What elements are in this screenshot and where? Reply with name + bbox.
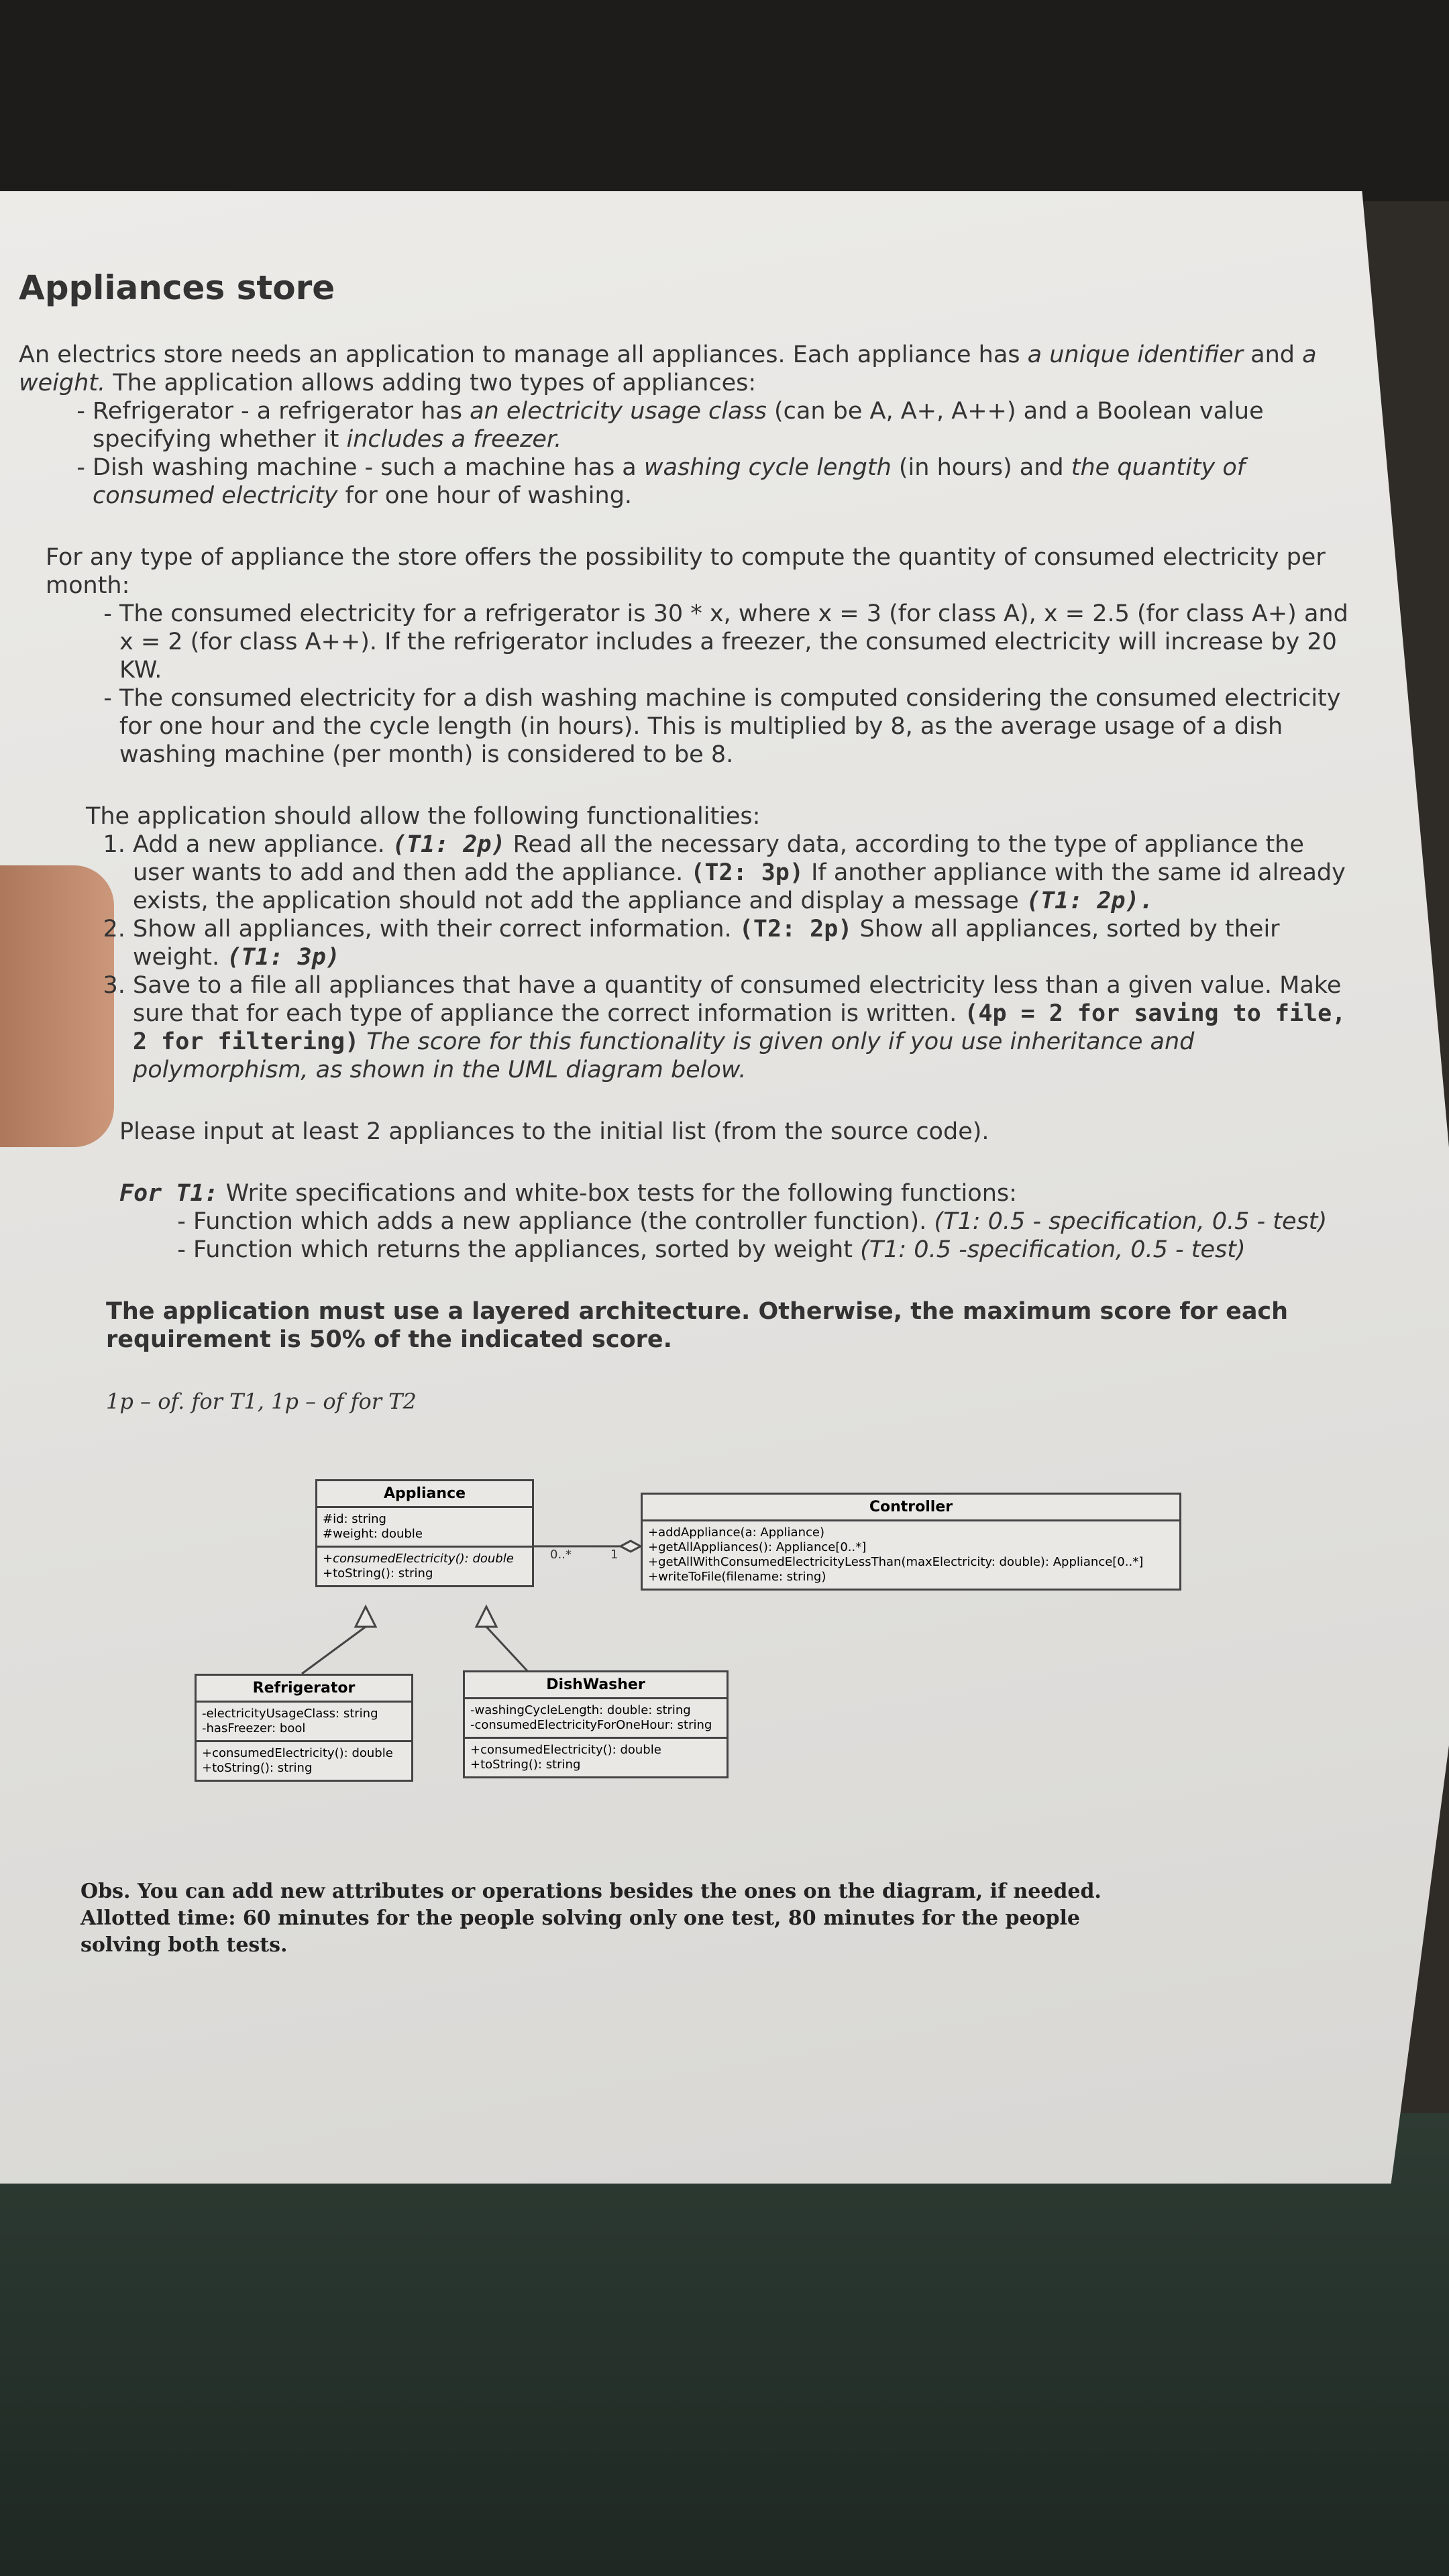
text: a unique identifier xyxy=(1027,341,1244,368)
text: (can be A, A+, A++) and a Boolean value specifying whether it xyxy=(93,398,1264,453)
score-badge: (T1: 2p). xyxy=(1026,888,1154,914)
obs-note: Obs. You can add new attributes or operations besides the ones on the diagram, if needed. xyxy=(80,1880,1102,1903)
multiplicity-one: 1 xyxy=(610,1548,619,1562)
class-name: DishWasher xyxy=(465,1672,727,1699)
uml-class-controller xyxy=(641,1493,1181,1591)
text: Function which adds a new appliance (the controller function). xyxy=(193,1208,934,1235)
background-top xyxy=(0,0,1449,201)
list-item xyxy=(93,397,1360,453)
intro-section xyxy=(19,341,1360,510)
score-badge: (T2: 2p) xyxy=(739,916,853,943)
functionalities-section xyxy=(19,802,1360,1084)
text: Save to a file all appliances that have a quantity of consumed electricity less than a given value. Make sure that for each type of appliance the correct information is written. xyxy=(133,972,1342,1027)
layered-section xyxy=(19,1297,1347,1354)
text: a weight. xyxy=(19,341,1317,396)
text: (in hours) and xyxy=(891,454,1071,481)
text: the quantity of consumed electricity xyxy=(93,454,1246,509)
multiplicity-many: 0..* xyxy=(550,1548,572,1562)
appliance-types-list xyxy=(19,397,1360,510)
text: an electricity usage class xyxy=(470,398,767,425)
uml-class-appliance xyxy=(315,1479,534,1587)
score-note-section xyxy=(19,1387,1360,1415)
t1-list xyxy=(119,1208,1360,1264)
compute-paragraph: For any type of appliance the store offers the possibility to compute the quantity of consumed electricity per month: xyxy=(46,544,1326,599)
class-operations xyxy=(465,1739,727,1776)
input-note: Please input at least 2 appliances to the initial list (from the source code). xyxy=(119,1118,989,1145)
text: for one hour of washing. xyxy=(337,482,633,509)
text: The score for this functionality is given only if you use inheritance and polymorphism, as shown in the UML diagram below. xyxy=(133,1028,1195,1083)
operation: +writeToFile(filename: string) xyxy=(648,1570,826,1584)
text: and xyxy=(1243,341,1303,368)
text: includes a freezer. xyxy=(346,426,562,453)
t1-section xyxy=(19,1179,1360,1264)
text: Show all appliances, with their correct information. xyxy=(133,916,739,943)
text: Show all appliances, sorted by their weight. xyxy=(133,916,1280,971)
score-badge: (T1: 0.5 - specification, 0.5 - test) xyxy=(934,1208,1328,1235)
class-operations xyxy=(643,1521,1179,1589)
text: An electrics store needs an application to manage all appliances. Each appliance has xyxy=(19,341,1028,368)
list-item xyxy=(133,830,1360,915)
operation: +consumedElectricity(): double xyxy=(323,1552,514,1566)
page-title: Appliances store xyxy=(19,268,335,307)
text: Write specifications and white-box tests for the following functions: xyxy=(218,1180,1017,1207)
list-item xyxy=(93,453,1360,510)
operation: +consumedElectricity(): double xyxy=(202,1746,393,1760)
list-item: - The consumed electricity for a refrigerator is 30 * x, where x = 3 (for class A), x = 2.5 (for class A+) and x = 2 (for class A++). If the refrigerator includes a freezer, the consumed electricity will increase by 20 KW. xyxy=(119,600,1360,684)
operation: +getAllWithConsumedElectricityLessThan(maxElectricity: double): Appliance[0..*] xyxy=(648,1555,1144,1569)
list-item: - The consumed electricity for a dish washing machine is computed considering the consumed electricity for one hour and the cycle length (in hours). This is multiplied by 8, as the average usage of a dish washing machine (per month) is considered to be 8. xyxy=(119,684,1360,769)
attribute: -washingCycleLength: double: string xyxy=(470,1703,691,1717)
list-item xyxy=(133,915,1360,971)
attribute: -hasFreezer: bool xyxy=(202,1721,306,1735)
footer-notes xyxy=(80,1878,1154,1959)
operation: +addAppliance(a: Appliance) xyxy=(648,1525,824,1540)
text: The application allows adding two types of appliances: xyxy=(105,370,757,396)
score-badge: (T2: 3p) xyxy=(690,859,804,886)
document-body xyxy=(19,268,1360,1415)
uml-class-refrigerator xyxy=(195,1674,413,1782)
class-attributes xyxy=(197,1703,411,1742)
class-name: Controller xyxy=(643,1495,1179,1521)
compute-section xyxy=(19,543,1360,769)
text: Dish washing machine - such a machine has a xyxy=(93,454,644,481)
operation: +getAllAppliances(): Appliance[0..*] xyxy=(648,1540,867,1554)
class-name: Appliance xyxy=(317,1481,532,1508)
class-operations xyxy=(317,1548,532,1585)
list-item xyxy=(193,1236,1360,1264)
operation: +toString(): string xyxy=(470,1758,581,1772)
text: Function which returns the appliances, sorted by weight xyxy=(193,1236,861,1263)
functionalities-intro: The application should allow the following functionalities: xyxy=(86,803,761,830)
class-operations xyxy=(197,1742,411,1780)
attribute: -consumedElectricityForOneHour: string xyxy=(470,1718,712,1732)
t1-label: For T1: xyxy=(119,1180,219,1207)
layered-requirement: The application must use a layered architecture. Otherwise, the maximum score for each requirement is 50% of the indicated score. xyxy=(106,1298,1289,1353)
attribute: #id: string xyxy=(323,1512,386,1526)
score-badge: (T1: 0.5 -specification, 0.5 - test) xyxy=(860,1236,1246,1263)
operation: +consumedElectricity(): double xyxy=(470,1743,661,1757)
functionalities-list xyxy=(86,830,1360,1084)
text: washing cycle length xyxy=(643,454,892,481)
class-name: Refrigerator xyxy=(197,1676,411,1703)
text: Refrigerator - a refrigerator has xyxy=(93,398,470,425)
operation: +toString(): string xyxy=(323,1566,433,1580)
attribute: #weight: double xyxy=(323,1527,423,1541)
list-item xyxy=(193,1208,1360,1236)
t1-paragraph xyxy=(119,1179,1360,1208)
list-item xyxy=(133,971,1360,1084)
text: Read all the necessary data, according to the type of appliance the user wants to add and then add the appliance. xyxy=(133,831,1304,886)
compute-list xyxy=(46,600,1360,769)
text: Add a new appliance. xyxy=(133,831,392,858)
input-note-section xyxy=(19,1118,1360,1146)
score-badge: (4p = 2 for saving to file, 2 for filtering) xyxy=(133,1000,1346,1055)
time-note: Allotted time: 60 minutes for the people solving only one test, 80 minutes for the people solving both tests. xyxy=(80,1907,1080,1957)
intro-paragraph xyxy=(19,341,1360,397)
attribute: -electricityUsageClass: string xyxy=(202,1707,378,1721)
score-badge: (T1: 2p) xyxy=(392,831,506,858)
operation: +toString(): string xyxy=(202,1761,313,1775)
class-attributes xyxy=(317,1508,532,1548)
class-attributes xyxy=(465,1699,727,1739)
uml-class-dishwasher xyxy=(463,1670,729,1778)
text: If another appliance with the same id already exists, the application should not add the appliance and display a message xyxy=(133,859,1346,914)
score-note: 1p – of. for T1, 1p – of for T2 xyxy=(106,1389,417,1414)
uml-diagram xyxy=(181,1472,1187,1821)
score-badge: (T1: 3p) xyxy=(227,944,340,971)
